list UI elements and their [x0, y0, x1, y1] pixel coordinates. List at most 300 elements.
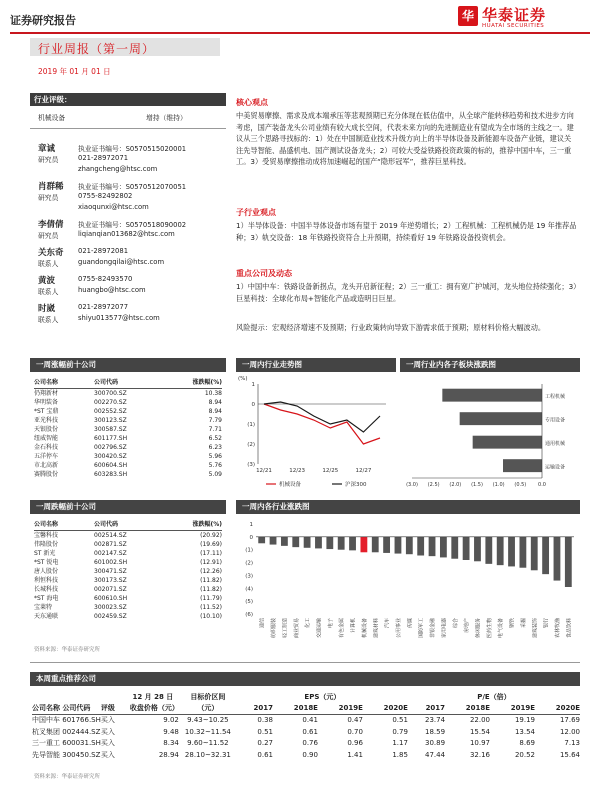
bar — [451, 537, 458, 559]
table-row — [34, 407, 222, 416]
trend-chart — [236, 374, 396, 494]
pe-value: 19.19 — [514, 716, 535, 724]
target-range: 10.32~11.54 — [184, 727, 231, 736]
x-tick-label: (2.5) — [427, 482, 440, 488]
analyst-name: 黄波 — [38, 276, 56, 286]
change-pct: 5.96 — [208, 453, 222, 460]
table-row — [34, 461, 222, 470]
bar — [281, 537, 288, 546]
column-header: 涨跌幅(%) — [164, 378, 222, 389]
company-name: 三一重工 600031.SH — [32, 739, 101, 747]
change-pct: (11.82) — [200, 586, 222, 593]
company-code: 300700.SZ — [94, 390, 127, 397]
core-view-heading: 核心观点 — [236, 98, 268, 107]
company-code: 002071.SZ — [94, 586, 127, 593]
column-header: 收盘价格（元） — [129, 704, 179, 712]
bar — [304, 537, 311, 548]
y-tick-label: (3) — [247, 462, 255, 468]
company-name: 杭叉集团 002444.SZ — [32, 727, 101, 736]
company-name: ST 新光 — [34, 550, 56, 557]
column-header: 2020E — [555, 704, 580, 712]
eps-value: 0.51 — [257, 727, 273, 736]
eps-value: 1.41 — [347, 750, 363, 759]
table-row — [34, 558, 222, 567]
company-name: 利恒科技 — [34, 577, 59, 584]
bar — [270, 537, 277, 545]
table-row — [34, 452, 222, 461]
analyst-role: 联系人 — [38, 260, 59, 268]
bar — [349, 537, 356, 551]
analyst-email[interactable]: zhangcheng@htsc.com — [78, 165, 158, 173]
table-row — [32, 727, 580, 739]
x-tick-label: 有色金属 — [339, 618, 346, 639]
change-pct: 6.52 — [208, 435, 222, 442]
header-divider — [10, 32, 590, 34]
column-header: 涨跌幅(%) — [164, 520, 222, 531]
table-row — [34, 567, 222, 576]
pe-value: 8.69 — [519, 739, 535, 747]
bar — [519, 537, 526, 568]
table-row — [34, 434, 222, 443]
analyst-email[interactable]: guandongqilai@htsc.com — [78, 258, 165, 266]
column-header: 公司名称 公司代码 — [32, 704, 91, 712]
series-line-machinery — [264, 404, 380, 444]
analyst-entry — [38, 272, 228, 300]
company-name: 天东通联 — [34, 613, 59, 620]
company-code: 002270.SZ — [94, 399, 127, 406]
analyst-phone: 021-28972081 — [78, 247, 129, 255]
x-tick-label: 12/25 — [322, 468, 339, 474]
y-tick-label: (2) — [247, 442, 255, 448]
pe-value: 15.64 — [559, 750, 580, 759]
eps-value: 1.17 — [392, 739, 408, 747]
bar — [292, 537, 299, 547]
x-tick-label: 公用事业 — [395, 618, 402, 639]
analyst-phone: 0755-82493570 — [78, 275, 133, 283]
company-name: 长城科技 — [34, 586, 59, 593]
x-tick-label: 综合 — [452, 618, 459, 629]
company-name: *ST 海电 — [34, 595, 59, 602]
x-tick-label: 家用电器 — [441, 618, 448, 639]
company-name: 唐人股份 — [34, 568, 59, 575]
column-header: 2019E — [338, 704, 363, 712]
company-name: 伟隆股份 — [34, 541, 59, 548]
change-pct: (11.79) — [200, 595, 222, 602]
bar-label: 专用设备 — [545, 417, 566, 424]
column-header: 目标价区间 — [190, 693, 226, 701]
rating-heading: 行业评级： — [30, 93, 226, 106]
bar — [474, 537, 481, 561]
x-tick-label: 计算机 — [350, 618, 357, 634]
logo-text-en: HUATAI SECURITIES — [482, 23, 545, 29]
bar — [508, 537, 515, 567]
change-pct: 8.94 — [208, 408, 222, 415]
company-code: 300587.SZ — [94, 426, 127, 433]
x-tick-label: (3.0) — [406, 482, 418, 488]
pe-value: 22.00 — [469, 716, 491, 724]
pe-value: 17.69 — [559, 716, 580, 724]
bar — [417, 537, 424, 556]
y-tick-label: 0 — [251, 402, 255, 408]
eps-value: 0.76 — [302, 739, 318, 747]
pe-value: 12.00 — [559, 727, 580, 736]
company-name: 纽威智能 — [34, 435, 59, 442]
pe-value: 15.54 — [469, 727, 491, 736]
bar — [429, 537, 436, 556]
table-row — [34, 389, 222, 399]
target-range: 28.10~32.31 — [184, 750, 231, 759]
analyst-cert: 执业证书编号：S0570518090002 — [78, 221, 187, 229]
y-tick-label: (3) — [245, 573, 253, 580]
rating-divider — [30, 128, 226, 129]
bar — [485, 537, 492, 564]
column-header: 2018E — [465, 704, 491, 712]
bar — [360, 537, 367, 552]
x-tick-label: 纺织服装 — [271, 618, 278, 639]
y-tick-label: (1) — [245, 547, 253, 554]
rating: 买入 — [100, 727, 115, 736]
company-code: 002552.SZ — [94, 408, 127, 415]
table-row — [34, 576, 222, 585]
recommend-table — [32, 692, 580, 761]
company-code: 002147.SZ — [94, 550, 127, 557]
bar — [460, 412, 542, 425]
industry-chart-heading: 一周内各行业涨跌图 — [236, 500, 580, 514]
losers-table — [34, 520, 222, 621]
company-code: 300420.SZ — [94, 453, 127, 460]
company-name: *ST 宝鼎 — [34, 408, 59, 415]
table-row — [34, 594, 222, 603]
change-pct: (10.10) — [200, 613, 222, 620]
change-pct: (17.11) — [200, 550, 222, 557]
company-name: 市北高新 — [34, 462, 59, 469]
column-header: 2018E — [293, 704, 318, 712]
analyst-name: 关东奇 — [38, 248, 64, 258]
company-name: 赛腾股份 — [34, 471, 59, 478]
eps-value: 0.96 — [347, 739, 363, 747]
company-name: 五洋停车 — [34, 453, 59, 460]
bar — [440, 537, 447, 558]
legend-label: 机械设备 — [279, 482, 302, 488]
column-header: 公司名称 — [34, 520, 94, 531]
column-header: P/E（倍） — [477, 693, 511, 701]
change-pct: (19.69) — [200, 541, 222, 548]
column-header: （元） — [197, 704, 219, 712]
y-tick-label: (5) — [245, 599, 253, 606]
company-code: 603283.SH — [94, 471, 128, 478]
bar — [406, 537, 413, 554]
x-tick-label: (2.0) — [449, 482, 462, 488]
bar — [554, 537, 561, 581]
bar — [326, 537, 333, 549]
column-header: 公司代码 — [94, 520, 164, 531]
table-row — [34, 549, 222, 558]
table-row — [34, 585, 222, 594]
x-tick-label: 机械设备 — [361, 618, 368, 639]
y-tick-label: 0 — [249, 534, 253, 541]
column-header: 公司名称 — [34, 378, 94, 389]
change-pct: (11.52) — [200, 604, 222, 611]
y-tick-label: (6) — [245, 612, 253, 618]
analyst-name: 时崴 — [38, 304, 56, 314]
column-header: 评级 — [100, 704, 115, 712]
company-name: 宝馨科技 — [34, 532, 59, 539]
x-tick-label: 12/21 — [256, 468, 272, 474]
x-tick-label: 国防军工 — [418, 618, 425, 639]
bar — [258, 537, 265, 543]
x-tick-label: 轻工制造 — [282, 618, 289, 639]
company-name: 中国中车 601766.SH — [32, 716, 101, 724]
analyst-role: 研究员 — [38, 194, 59, 202]
x-tick-label: 银行 — [543, 618, 550, 629]
analyst-email[interactable]: shiyu013577@htsc.com — [78, 314, 160, 322]
y-tick-label: 1 — [251, 382, 255, 388]
analyst-name: 肖群稀 — [38, 182, 64, 192]
rating: 买入 — [100, 716, 115, 724]
change-pct: 5.76 — [208, 462, 222, 469]
table-row — [34, 603, 222, 612]
section-divider — [30, 662, 580, 663]
eps-value: 0.90 — [302, 750, 318, 759]
close-price: 9.02 — [163, 716, 179, 724]
table-header — [32, 703, 580, 715]
pe-value: 47.44 — [425, 750, 446, 759]
company-code: 300023.SZ — [94, 604, 127, 611]
table-row — [34, 416, 222, 425]
y-tick-label: (1) — [247, 422, 255, 428]
bar — [442, 389, 542, 402]
column-header: 2017 — [253, 704, 273, 712]
x-tick-label: 12/23 — [289, 468, 306, 474]
close-price: 28.94 — [158, 750, 179, 759]
pe-value: 30.89 — [425, 739, 446, 747]
analyst-entry — [38, 300, 228, 328]
analyst-cert: 执业证书编号：S0570515020001 — [78, 145, 187, 153]
eps-value: 0.70 — [347, 727, 363, 736]
report-title: 行业周报（第一周） — [38, 42, 156, 56]
change-pct: (11.82) — [200, 577, 222, 584]
pe-value: 23.74 — [425, 716, 446, 724]
company-view-heading: 重点公司及动态 — [236, 269, 292, 278]
sub-sector-chart — [400, 374, 580, 494]
bar — [463, 537, 470, 560]
analyst-entry — [38, 244, 228, 272]
change-pct: 7.79 — [208, 417, 222, 424]
x-tick-label: 汽车 — [384, 618, 391, 629]
x-tick-label: (0.5) — [514, 482, 527, 488]
analyst-role: 联系人 — [38, 288, 59, 296]
huatai-logo-icon: 华 — [458, 6, 478, 26]
x-tick-label: 建筑材料 — [373, 618, 380, 639]
pe-value: 32.16 — [469, 750, 491, 759]
risk-text: 风险提示：宏观经济增速不及预期；行业政策转向导致下游需求低于预期；原材料价格大幅波动。 — [236, 323, 546, 332]
change-pct: 10.38 — [204, 390, 222, 397]
x-tick-label: 化工 — [305, 618, 312, 629]
eps-value: 0.41 — [302, 716, 318, 724]
trend-chart-heading: 一周内行业走势图 — [236, 358, 396, 372]
company-name: *ST 锐电 — [34, 559, 59, 566]
analyst-phone: 0755-82492802 — [78, 192, 133, 200]
table-row — [32, 715, 580, 727]
eps-value: 0.79 — [392, 727, 408, 736]
analyst-phone: 021-28972071 — [78, 154, 129, 162]
analyst-name: 李倩倩 — [38, 220, 64, 230]
report-type: 证券研究报告 — [10, 14, 76, 27]
company-code: 600604.SH — [94, 462, 128, 469]
recommend-heading: 本周重点推荐公司 — [30, 672, 580, 686]
bar — [503, 459, 542, 472]
eps-value: 0.47 — [347, 716, 363, 724]
y-tick-label: 1 — [249, 522, 253, 528]
company-code: 300173.SZ — [94, 577, 127, 584]
eps-value: 0.61 — [257, 750, 273, 759]
losers-heading: 一周跌幅前十公司 — [30, 500, 226, 514]
company-name: 金石科技 — [34, 444, 59, 451]
company-name: 宝莱特 — [34, 604, 53, 611]
company-code: 600610.SH — [94, 595, 128, 602]
x-tick-label: 电子 — [327, 618, 334, 629]
bar — [473, 436, 542, 449]
x-tick-label: 建筑装饰 — [532, 618, 539, 639]
pe-value: 20.52 — [514, 750, 535, 759]
table-row — [34, 612, 222, 621]
column-header: 2019E — [510, 704, 535, 712]
target-range: 9.43~10.25 — [187, 716, 229, 724]
change-pct: 8.94 — [208, 399, 222, 406]
analyst-entry — [38, 216, 228, 244]
table-row — [34, 540, 222, 549]
column-header: 2020E — [383, 704, 408, 712]
x-tick-label: 12/27 — [355, 468, 372, 474]
analyst-phone: 021-28972077 — [78, 303, 129, 311]
x-tick-label: 商业贸易 — [293, 618, 300, 639]
x-tick-label: 通信 — [259, 618, 266, 629]
bar — [395, 537, 402, 554]
analyst-entry — [38, 178, 228, 216]
sub-view-heading: 子行业观点 — [236, 208, 276, 217]
company-name: 华明装备 — [34, 399, 59, 406]
column-header: EPS（元） — [304, 693, 341, 701]
eps-value: 0.51 — [392, 716, 408, 724]
x-tick-label: 休闲服务 — [475, 618, 482, 639]
x-tick-label: 交通运输 — [316, 618, 323, 639]
change-pct: 5.09 — [208, 471, 222, 478]
pe-value: 10.97 — [469, 739, 491, 747]
bar — [531, 537, 538, 570]
analysts-block — [38, 140, 228, 328]
bar-label: 工程机械 — [545, 394, 566, 401]
y-tick-label: (2) — [245, 560, 253, 567]
pe-value: 18.59 — [425, 727, 446, 736]
eps-value: 0.27 — [257, 739, 273, 747]
pe-value: 7.13 — [564, 739, 580, 747]
company-view-text: 1）中国中车：铁路设备新拐点，龙头开启新征程；2）三一重工：拥有宽广护城河，龙头地位持续强化；3）巨星科技：全球化布局+智能化产品或造明日巨星。 — [236, 282, 577, 303]
source-note: 资料来源：华泰证券研究所 — [34, 647, 101, 653]
x-tick-label: 食品饮料 — [566, 618, 573, 639]
company-code: 300123.SZ — [94, 417, 127, 424]
analyst-email[interactable]: xiaoqunxi@htsc.com — [78, 203, 149, 211]
x-tick-label: (1.0) — [492, 482, 505, 488]
bar-label: 通用机械 — [545, 441, 566, 448]
bar-label: 运输设备 — [545, 464, 566, 471]
table-header — [34, 378, 222, 389]
axis-unit: (%) — [238, 376, 248, 382]
bar — [497, 537, 504, 565]
series-line-csi300 — [264, 402, 380, 432]
pe-value: 13.54 — [514, 727, 535, 736]
legend-label: 沪深300 — [345, 482, 367, 488]
x-tick-label: 采掘 — [520, 618, 527, 629]
close-price: 9.48 — [163, 727, 179, 736]
source-note: 资料来源：华泰证券研究所 — [34, 774, 101, 780]
table-row — [34, 531, 222, 541]
company-code: 002796.SZ — [94, 444, 127, 451]
gainers-heading: 一周涨幅前十公司 — [30, 358, 226, 372]
core-view-text: 中美贸易摩擦、需求及成本端承压等悲观预期已充分体现在低估值中，从全球产能转移趋势和技术进步方向考虑，国产装备龙头公司业绩有较大成长空间，代表未来方向的先进制造业有望成为全市场的主线之一。建议从三个思路寻找标的：1）处在中国制造业技术升级方向上的半导体设备及新能源车设备产业链，建议关注先导智能、晶盛机电、国产测试设备龙头；2）可较大受益铁路投资政策的标的，推荐中国中车，三一重工。3）受贸易摩擦推动成将加速崛起的国产“隐形冠军”，推荐巨星科技。 — [236, 111, 574, 166]
x-tick-label: 非银金融 — [430, 618, 437, 639]
bar — [338, 537, 345, 550]
table-row — [34, 470, 222, 479]
analyst-role: 联系人 — [38, 316, 59, 324]
x-tick-label: (1.5) — [471, 482, 483, 488]
company-name: 先导智能 300450.SZ — [32, 750, 101, 759]
x-tick-label: 0.0 — [538, 482, 546, 488]
rating-industry: 机械设备 — [38, 114, 66, 122]
change-pct: 7.71 — [208, 426, 222, 433]
logo-text: 华泰证券 — [482, 6, 547, 24]
industry-chart — [236, 518, 580, 664]
analyst-cert: 执业证书编号：S0570512070051 — [78, 183, 187, 191]
eps-value: 0.38 — [257, 716, 273, 724]
x-tick-label: 传媒 — [407, 618, 414, 629]
company-code: 002871.SZ — [94, 541, 127, 548]
sub-view-text: 1）半导体设备：中国半导体设备市场有望于 2019 年逆势增长；2）工程机械：工程机械仍是 19 年推荐品种；3）轨交设备：18 年铁路投资符合上升预期，持续看好 19 年铁路设备投资机会。 — [236, 221, 577, 242]
report-date: 2019 年 01 月 01 日 — [38, 67, 111, 76]
table-row — [32, 738, 580, 750]
analyst-entry — [38, 140, 228, 178]
company-name: 天银股份 — [34, 426, 59, 433]
table-row — [34, 398, 222, 407]
analyst-email[interactable]: liqianqian013682@htsc.com — [78, 230, 175, 238]
table-row — [34, 443, 222, 452]
bar — [372, 537, 379, 552]
bar — [565, 537, 572, 587]
rating: 买入 — [100, 739, 115, 747]
bar — [315, 537, 322, 549]
analyst-email[interactable]: huangbo@htsc.com — [78, 286, 146, 294]
x-tick-label: 医药生物 — [486, 618, 493, 639]
bar — [383, 537, 390, 553]
table-header — [32, 692, 580, 703]
company-code: 601002.SH — [94, 559, 128, 566]
eps-value: 0.61 — [302, 727, 318, 736]
company-name: 仍翔新材 — [34, 390, 59, 397]
bar — [542, 537, 549, 574]
analyst-role: 研究员 — [38, 232, 59, 240]
change-pct: (12.26) — [200, 568, 222, 575]
change-pct: (12.91) — [200, 559, 222, 566]
company-code: 300471.SZ — [94, 568, 127, 575]
column-header: 2017 — [425, 704, 446, 712]
eps-value: 1.85 — [392, 750, 408, 759]
column-header: 12 月 28 日 — [132, 693, 174, 701]
table-row — [34, 425, 222, 434]
gainers-table — [34, 378, 222, 479]
sub-chart-heading: 一周行业内各子板块涨跌图 — [400, 358, 580, 372]
x-tick-label: 房地产 — [464, 618, 471, 634]
change-pct: (20.92) — [200, 532, 222, 539]
rating-value: 增持（维持） — [146, 114, 187, 122]
